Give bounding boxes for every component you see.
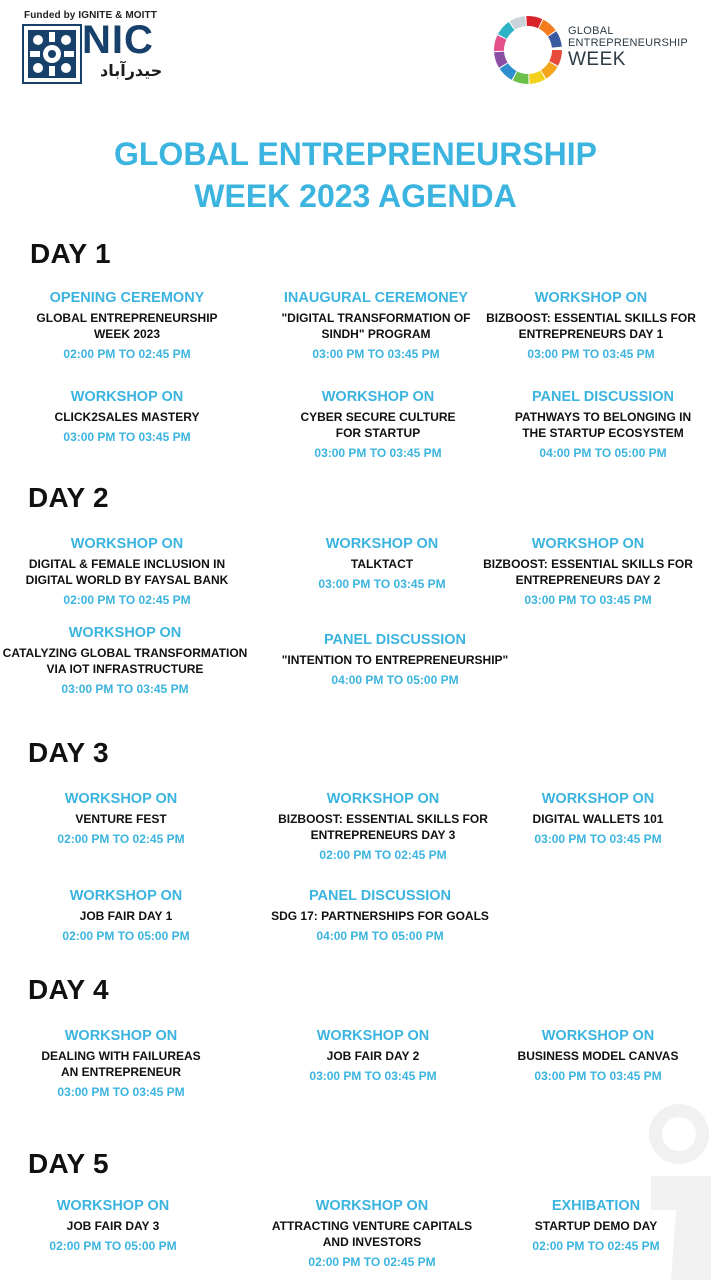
agenda-item <box>1 790 241 847</box>
nic-logo-text: NIC <box>82 18 154 62</box>
agenda-item <box>252 1197 492 1270</box>
agenda-item-time: 03:00 PM TO 03:45 PM <box>312 347 440 361</box>
agenda-item-title: BUSINESS MODEL CANVAS <box>517 1049 679 1063</box>
agenda-item-time: 03:00 PM TO 03:45 PM <box>534 832 662 846</box>
agenda-item <box>478 1027 711 1084</box>
agenda-item-heading: WORKSHOP ON <box>64 1028 178 1044</box>
agenda-item-time: 03:00 PM TO 03:45 PM <box>314 446 442 460</box>
agenda-item-heading: INAUGURAL CEREMONEY <box>283 290 469 306</box>
agenda-item <box>6 887 246 944</box>
agenda-item-time: 03:00 PM TO 03:45 PM <box>57 1085 185 1099</box>
agenda-item-time: 03:00 PM TO 03:45 PM <box>61 682 189 696</box>
gew-logo-text <box>568 26 688 69</box>
page-title-line2: WEEK 2023 AGENDA <box>194 178 517 214</box>
agenda-item <box>262 535 502 592</box>
agenda-item-title: JOB FAIR DAY 1 <box>79 909 173 923</box>
day-heading: DAY 2 <box>28 482 109 513</box>
agenda-item-title: CATALYZING GLOBAL TRANSFORMATION VIA IOT INFRASTRUCTURE <box>2 646 248 676</box>
day-heading: DAY 3 <box>28 737 109 768</box>
day-heading: DAY 1 <box>30 238 111 269</box>
agenda-item-heading: WORKSHOP ON <box>68 625 182 641</box>
agenda-item-heading: WORKSHOP ON <box>69 888 183 904</box>
agenda-item-time: 02:00 PM TO 02:45 PM <box>532 1239 660 1253</box>
agenda-item-title: TALKTACT <box>350 557 414 571</box>
agenda-item-title: STARTUP DEMO DAY <box>534 1219 658 1233</box>
gew-logo-line2: ENTREPRENEURSHIP <box>568 37 688 49</box>
agenda-item <box>468 535 708 608</box>
agenda-item-heading: PANEL DISCUSSION <box>531 389 675 405</box>
agenda-item-title: JOB FAIR DAY 2 <box>326 1049 420 1063</box>
agenda-item-time: 02:00 PM TO 02:45 PM <box>319 848 447 862</box>
agenda-item-time: 02:00 PM TO 02:45 PM <box>63 593 191 607</box>
agenda-item-title: SDG 17: PARTNERSHIPS FOR GOALS <box>271 909 489 923</box>
agenda-item-heading: WORKSHOP ON <box>70 536 184 552</box>
agenda-item-title: BIZBOOST: ESSENTIAL SKILLS FOR ENTREPRENEURS DAY 3 <box>278 812 488 842</box>
funded-by-text: Funded by IGNITE & MOITT <box>24 10 157 21</box>
agenda-item-title: CLICK2SALES MASTERY <box>54 410 200 424</box>
agenda-item-time: 02:00 PM TO 05:00 PM <box>49 1239 177 1253</box>
agenda-item-title: VENTURE FEST <box>75 812 167 826</box>
agenda-item-heading: WORKSHOP ON <box>64 791 178 807</box>
agenda-item-time: 04:00 PM TO 05:00 PM <box>316 929 444 943</box>
agenda-item-heading: WORKSHOP ON <box>56 1198 170 1214</box>
agenda-item-title: CYBER SECURE CULTURE FOR STARTUP <box>300 410 456 440</box>
agenda-item-heading: WORKSHOP ON <box>534 290 648 306</box>
agenda-item <box>478 790 711 847</box>
agenda-item <box>7 535 247 608</box>
agenda-item-title: "DIGITAL TRANSFORMATION OF SINDH" PROGRAM <box>281 311 471 341</box>
agenda-item-time: 02:00 PM TO 02:45 PM <box>63 347 191 361</box>
agenda-item-time: 02:00 PM TO 02:45 PM <box>57 832 185 846</box>
agenda-item <box>256 289 496 362</box>
agenda-item <box>1 1027 241 1100</box>
agenda-item-heading: WORKSHOP ON <box>326 791 440 807</box>
agenda-item-heading: WORKSHOP ON <box>541 791 655 807</box>
agenda-item-title: GLOBAL ENTREPRENEURSHIP WEEK 2023 <box>36 311 218 341</box>
agenda-item-heading: WORKSHOP ON <box>531 536 645 552</box>
agenda-item-title: BIZBOOST: ESSENTIAL SKILLS FOR ENTREPRENEURS DAY 1 <box>486 311 696 341</box>
agenda-item-time: 03:00 PM TO 03:45 PM <box>534 1069 662 1083</box>
agenda-item-title: PATHWAYS TO BELONGING IN THE STARTUP ECOSYSTEM <box>514 410 692 440</box>
agenda-item-title: DIGITAL WALLETS 101 <box>532 812 664 826</box>
agenda-item <box>260 887 500 944</box>
agenda-item-title: "INTENTION TO ENTREPRENEURSHIP" <box>281 653 509 667</box>
agenda-item <box>253 1027 493 1084</box>
agenda-item-time: 03:00 PM TO 03:45 PM <box>527 347 655 361</box>
day-heading: DAY 4 <box>28 974 109 1005</box>
agenda-item <box>7 289 247 362</box>
agenda-item-time: 02:00 PM TO 02:45 PM <box>308 1255 436 1269</box>
agenda-item-time: 04:00 PM TO 05:00 PM <box>539 446 667 460</box>
gew-logo-line3: WEEK <box>568 49 626 70</box>
agenda-item-heading: WORKSHOP ON <box>316 1028 430 1044</box>
agenda-item <box>258 388 498 461</box>
agenda-item <box>0 1197 233 1254</box>
nic-urdu-text: حیدرآباد <box>100 63 163 80</box>
agenda-item-title: ATTRACTING VENTURE CAPITALS AND INVESTORS <box>271 1219 473 1249</box>
agenda-item-time: 03:00 PM TO 03:45 PM <box>318 577 446 591</box>
agenda-item <box>476 1197 711 1254</box>
agenda-item-heading: WORKSHOP ON <box>325 536 439 552</box>
agenda-item-heading: WORKSHOP ON <box>315 1198 429 1214</box>
agenda-item-title: DIGITAL & FEMALE INCLUSION IN DIGITAL WORLD BY FAYSAL BANK <box>25 557 229 587</box>
agenda-item-time: 03:00 PM TO 03:45 PM <box>309 1069 437 1083</box>
agenda-item-heading: PANEL DISCUSSION <box>323 632 467 648</box>
agenda-item-title: BIZBOOST: ESSENTIAL SKILLS FOR ENTREPRENEURS DAY 2 <box>483 557 693 587</box>
agenda-item-title: JOB FAIR DAY 3 <box>66 1219 160 1233</box>
agenda-item-time: 02:00 PM TO 05:00 PM <box>62 929 190 943</box>
agenda-item <box>265 631 525 688</box>
gew-logo-line1: GLOBAL <box>568 25 614 37</box>
page-title-line1: GLOBAL ENTREPRENEURSHIP <box>113 136 597 172</box>
agenda-item <box>7 388 247 445</box>
agenda-item <box>263 790 503 863</box>
agenda-item-heading: EXHIBATION <box>551 1198 641 1214</box>
agenda-item-time: 04:00 PM TO 05:00 PM <box>331 673 459 687</box>
agenda-item-heading: WORKSHOP ON <box>70 389 184 405</box>
agenda-item-heading: WORKSHOP ON <box>321 389 435 405</box>
agenda-item-heading: WORKSHOP ON <box>541 1028 655 1044</box>
agenda-item <box>471 289 711 362</box>
agenda-item <box>0 624 250 697</box>
gew-ring-logo-icon <box>492 14 564 86</box>
agenda-item-heading: PANEL DISCUSSION <box>308 888 452 904</box>
agenda-item-heading: OPENING CEREMONY <box>49 290 205 306</box>
day-heading: DAY 5 <box>28 1148 109 1179</box>
agenda-item-time: 03:00 PM TO 03:45 PM <box>524 593 652 607</box>
agenda-item-title: DEALING WITH FAILUREAS AN ENTREPRENEUR <box>41 1049 201 1079</box>
agenda-item-time: 03:00 PM TO 03:45 PM <box>63 430 191 444</box>
agenda-item <box>483 388 711 461</box>
